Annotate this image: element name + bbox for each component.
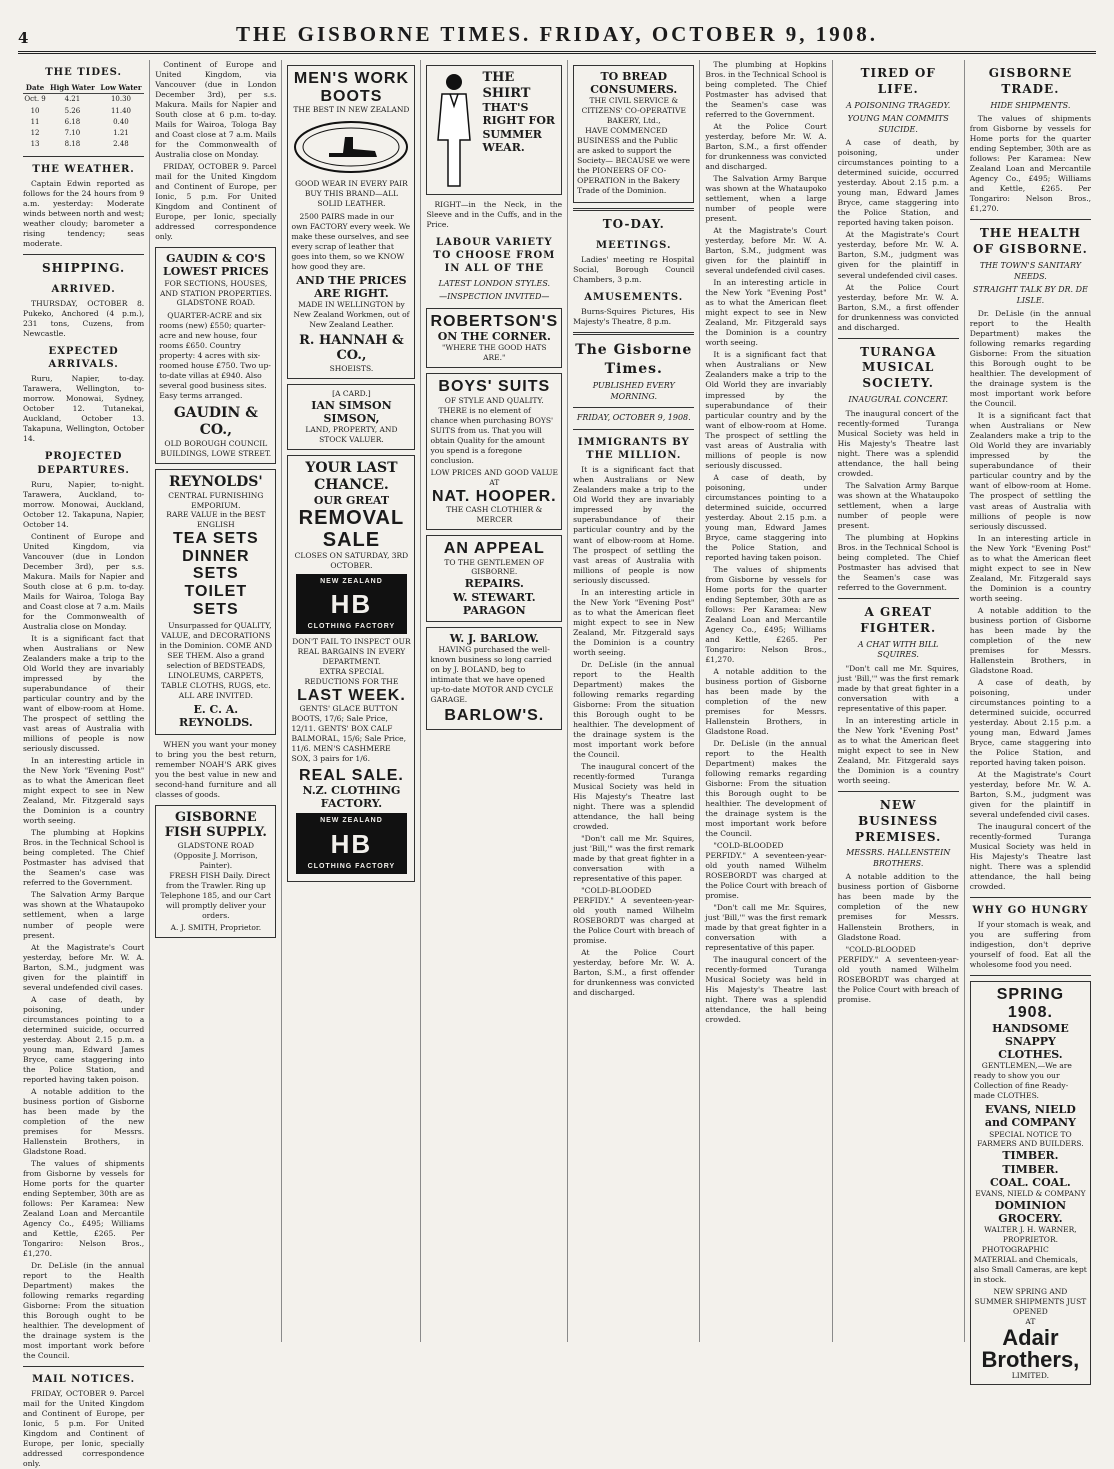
- weather-text: Captain Edwin reported as follows for the 24 hours from 9 a.m. yesterday: Moderate winds between north and west; weather cloudy; barometer a rising tendency; seas moderate.: [23, 178, 145, 248]
- tide-cell: 11: [30, 117, 40, 126]
- reynolds-dinner: DINNER SETS: [182, 547, 250, 583]
- shipping-news: Continent of Europe and United Kingdom, via Vancouver (due in London December 3rd), per s.s. Makura. Mails for Napier and South close at 6 p.m. to-day. Mails for Wairoa, Tologa Bay and Coast close at 7 a.m. Mails for the Commonwealth of Australia close on Monday.: [23, 531, 145, 632]
- shipping-news: It is a significant fact that when Australians or New Zealanders make a trip to the Old World they are invariably impressed by the superabundance of their particular country and by the want of elbow-room at Home. The prospect of settling the vast areas of Australia with millions of people is now seriously discussed.: [23, 634, 145, 754]
- newspaper-title: THE GISBORNE TIMES. FRIDAY, OCTOBER 9, 1908.: [236, 22, 878, 46]
- table-row: [23, 106, 144, 117]
- turanga-text: The inaugural concert of the recently-formed Turanga Musical Society was held in His Majesty's Theatre last night. There was a splendid attendance, the hall being crowded.: [837, 408, 959, 478]
- barlow-body: HAVING purchased the well-known business so long carried on by J. BOLAND, beg to intimate that we have opened up-to-date MOTOR AND CYCLE GARAGE.: [430, 645, 554, 705]
- departures-text: Ruru, Napier, to-night. Tarawera, Auckland, to-morrow. Monowai, Auckland, October 12. Takapuna, Napier, October 14.: [23, 479, 145, 529]
- boys-suits-ad: [426, 373, 562, 530]
- coal: COAL. COAL.: [990, 1175, 1071, 1189]
- fish-ad: [155, 805, 276, 938]
- column-2: [150, 60, 282, 1342]
- hb-band-bottom: CLOTHING FACTORY: [308, 621, 396, 632]
- boots-price: AND THE PRICES ARE RIGHT.: [296, 273, 407, 301]
- trade-heading: GISBORNE TRADE.: [988, 66, 1073, 96]
- health-text: The inaugural concert of the recently-formed Turanga Musical Society was held in His Majesty's Theatre last night. There was a splendid attendance, the hall being crowded.: [969, 821, 1092, 892]
- removal-close: CLOSES ON SATURDAY, 3RD OCTOBER.: [294, 550, 409, 570]
- news-paragraph: "Don't call me Mr. Squires, just 'Bill,'" was the first remark made by that great fighter in a conversation with a representative of this paper.: [705, 903, 827, 953]
- gaudin-co: GAUDIN & CO.,: [173, 405, 258, 439]
- news-paragraph: The plumbing at Hopkins Bros. in the Technical School is being completed. The Chief Postmaster has advised that the Seamen's case was referred to the Government.: [705, 60, 827, 120]
- hungry-heading: WHY GO HUNGRY: [972, 905, 1089, 917]
- page-number: 4: [18, 29, 29, 47]
- tide-cell: 12: [30, 129, 40, 138]
- trade-text: The values of shipments from Gisborne by vessels for Home ports for the quarter ending September, 30th are as follows: Per Karamea: New Zealand Loan and Mercantile Agency Co., £495; Williams and Kettle, £265. Per Tongariro: Nelson Bros., £1,270.: [969, 114, 1092, 214]
- adair-name: Adair Brothers,: [981, 1324, 1080, 1372]
- shipping-news: At the Magistrate's Court yesterday, before Mr. W. A. Barton, S.M., judgment was given for the plaintiff in several undefended civil cases.: [23, 942, 145, 992]
- turanga-sub: INAUGURAL CONCERT.: [848, 395, 949, 405]
- coop-name: THE CIVIL SERVICE & CITIZENS' CO-OPERATIVE BAKERY, Ltd.,: [581, 96, 686, 126]
- spring-heading: SPRING 1908.: [996, 986, 1065, 1021]
- leader-text: The inaugural concert of the recently-formed Turanga Musical Society was held in His Majesty's Theatre last night. There was a splendid attendance, the hall being crowded.: [573, 761, 695, 831]
- premises-text: A notable addition to the business portion of Gisborne has been made by the completion of the new premises for Messrs. Hallenstein Brothers, in Gladstone Road.: [837, 872, 959, 942]
- shirt-heading: THE SHIRT: [482, 70, 531, 101]
- news-paragraph: "COLD-BLOODED PERFIDY." A seventeen-year-old youth named Wilhelm ROSEBORDT was charged at the Police Court with breach of promise.: [705, 841, 827, 901]
- column-4: [421, 60, 568, 1342]
- coop-body: HAVE COMMENCED BUSINESS and the Public are asked to support the Society— BECAUSE we were the PIONEERS OF CO-OPERATION in the Bakery Trade of the Dominion.: [577, 126, 690, 196]
- shipping-news: A case of death, by poisoning, under circumstances pointing to a determined suicide, occurred yesterday. About 2.15 p.m. a young man, Edward James Bryce, came staggering into the Police Station, and reported having taken poison.: [23, 994, 145, 1084]
- shirt-that: THAT'S RIGHT FOR SUMMER WEAR.: [482, 101, 556, 154]
- news-paragraph: The values of shipments from Gisborne by vessels for Home ports for the quarter ending September, 30th are as follows: Per Karamea: New Zealand Loan and Mercantile Agency Co., £495; Williams and Kettle, £265. Per Tongariro: Nelson Bros., £1,270.: [705, 564, 827, 664]
- hb-list: GENTS' GLACE BUTTON BOOTS, 17/6; Sale Price, 12/11. GENTS' BOX CALF BALMORAL, 15/6; Sale Price, 11/6. MEN'S CASHMERE SOX, 3 pairs for 1/6.: [291, 704, 407, 764]
- health-sub2: STRAIGHT TALK BY DR. DE LISLE.: [972, 285, 1088, 305]
- bakery-ad: [573, 65, 694, 203]
- handsome-clothes: HANDSOME SNAPPY CLOTHES.: [992, 1021, 1069, 1061]
- leader-heading: IMMIGRANTS BY THE MILLION.: [577, 437, 690, 462]
- mails-text: FRIDAY, OCTOBER 9. Parcel mail for the United Kingdom and Continent of Europe, per Ionic, 5 p.m. For United Kingdom and Continent of Europe, per Ionic, specially addressed correspondence only.: [23, 1389, 145, 1469]
- gentlemen-text: GENTLEMEN,—We are ready to show you our Collection of fine Ready-made CLOTHES.: [973, 1061, 1072, 1101]
- tide-cell: 5.26: [64, 106, 81, 115]
- news-paragraph: At the Police Court yesterday, before Mr. W. A. Barton, S.M., a first offender for drunkenness was convicted and discharged.: [705, 122, 827, 172]
- warner: WALTER J. H. WARNER, PROPRIETOR.: [984, 1225, 1077, 1245]
- reynolds-name: E. C. A. REYNOLDS.: [178, 703, 253, 730]
- health-sub: THE TOWN'S SANITARY NEEDS.: [979, 261, 1081, 281]
- shirt-ad: [426, 65, 562, 195]
- robertson-name: ROBERTSON'S: [430, 312, 559, 330]
- health-text: A case of death, by poisoning, under circumstances pointing to a determined suicide, occurred yesterday. About 2.15 p.m. a young man, Edward James Bryce, came staggering into the Police Station, and reported having taken poison.: [969, 677, 1092, 767]
- tide-cell: 8.18: [64, 140, 81, 149]
- mails-continued: Continent of Europe and United Kingdom, via Vancouver (due in London December 3rd), per s.s. Makura. Mails for Napier and South close at 6 p.m. to-day. Mails for Wairoa, Tologa Bay and Coast close at 7 a.m. Mails for the Commonwealth of Australia close on Monday.: [155, 60, 277, 160]
- gaudin-road: GLADSTONE ROAD.: [176, 298, 256, 308]
- mails-continued: FRIDAY, OCTOBER 9. Parcel mail for the United Kingdom and Continent of Europe, per Ionic, 5 p.m. For United Kingdom and Continent of Europe, per Ionic, specially addressed correspondence only.: [155, 162, 277, 242]
- hooper-sub: THE CASH CLOTHIER & MERCER: [446, 505, 543, 525]
- boys-suits: BOYS' SUITS: [438, 378, 551, 396]
- hannah-sub: SHOEISTS.: [329, 364, 374, 374]
- hb-band-top: NEW ZEALAND: [308, 815, 396, 826]
- inspection-invited: —INSPECTION INVITED—: [439, 292, 550, 302]
- hannah-name: R. HANNAH & CO.,: [299, 332, 404, 364]
- tide-cell: Oct. 9: [24, 95, 46, 104]
- tide-cell: 10.30: [110, 95, 131, 104]
- fighter-heading: A GREAT FIGHTER.: [860, 604, 937, 635]
- reynolds-ad: [155, 469, 276, 735]
- new-spring: NEW SPRING AND SUMMER SHIPMENTS JUST OPENED: [974, 1287, 1087, 1316]
- leader-text: Dr. DeLisle (in the annual report to the Health Department) makes the following remarks regarding Gisborne: From the situation this Borough ought to be healthier. The development of the drainage system is the most important work before the Council.: [573, 659, 695, 759]
- turanga-text: The plumbing at Hopkins Bros. in the Technical School is being completed. The Chief Postmaster has advised that the Seamen's case was referred to the Government.: [837, 532, 959, 592]
- tide-cell: 10: [30, 106, 40, 115]
- gaudin-ad: [155, 247, 276, 464]
- news-paragraph: A notable addition to the business portion of Gisborne has been made by the completion of the new premises for Messrs. Hallenstein Brothers, in Gladstone Road.: [705, 666, 827, 737]
- tide-header: High Water: [47, 82, 98, 94]
- reynolds-sub: CENTRAL FURNISHING EMPORIUM.: [168, 490, 264, 510]
- meetings-heading: MEETINGS.: [596, 239, 672, 251]
- barlow-name: W. J. BARLOW.: [449, 631, 539, 645]
- health-text: In an interesting article in the New York "Evening Post" as to what the American fleet might expect to see in New Zealand, Mr. Fitzgerald says the Dominion is a country worth seeing.: [969, 533, 1092, 603]
- reynolds-body: Unsurpassed for QUALITY, VALUE, and DECORATIONS in the Dominion. COME AND SEE THEM. Also a grand selection of BEDSTEADS, LINOLEUMS, CARPETS, TABLE CLOTHS, RUGS, etc. ALL ARE INVITED.: [159, 621, 273, 701]
- appeal-ad: [426, 535, 562, 622]
- appeal-sub: TO THE GENTLEMEN OF GISBORNE.: [444, 557, 545, 577]
- adair-at: AT: [1025, 1316, 1036, 1326]
- boys-body: THERE is no element of chance when purchasing BOYS' SUITS from us. That you will obtain Quality for the amount you spend is a foregone conclusion.: [430, 405, 554, 465]
- simson-sub: LAND, PROPERTY, AND STOCK VALUER.: [305, 425, 398, 445]
- tide-cell: 13: [30, 140, 40, 149]
- shirt-man-icon: [430, 70, 478, 190]
- dominion-grocery: DOMINION GROCERY.: [994, 1198, 1067, 1225]
- tide-cell: 1.21: [113, 129, 129, 138]
- column-6: [700, 60, 832, 1342]
- tired-text: At the Magistrate's Court yesterday, before Mr. W. A. Barton, S.M., judgment was given for the plaintiff in several undefended civil cases.: [837, 230, 959, 280]
- times-title: The Gisborne Times.: [575, 342, 693, 377]
- shipping-news: A notable addition to the business portion of Gisborne has been made by the completion of the new premises for Messrs. Hallenstein Brothers, in Gladstone Road.: [23, 1086, 145, 1156]
- gaudin-for: FOR SECTIONS, HOUSES, AND STATION PROPERTIES.: [159, 278, 272, 298]
- fighter-text: "Don't call me Mr. Squires, just 'Bill,'" was the first remark made by that great fighter in a conversation with a representative of this paper.: [837, 663, 959, 713]
- gaudin-co-sub: OLD BOROUGH COUNCIL BUILDINGS, LOWE STREET.: [160, 439, 272, 458]
- arrived-text: THURSDAY, OCTOBER 8. Pukeko, Anchored (4 p.m.), 231 tons, Cuzens, from Newcastle.: [23, 298, 145, 338]
- health-text: It is a significant fact that when Australians or New Zealanders make a trip to the Old World they are invariably impressed by the superabundance of their particular country and by the want of elbow-room at Home. The prospect of settling the vast areas of Australia with millions of people is now seriously discussed.: [969, 411, 1092, 531]
- news-paragraph: The inaugural concert of the recently-formed Turanga Musical Society was held in His Majesty's Theatre last night. There was a splendid attendance, the hall being crowded.: [705, 955, 827, 1025]
- shirt-body: RIGHT—in the Neck, in the Sleeve and in the Cuffs, and in the Price.: [426, 200, 563, 230]
- hooper-name: NAT. HOOPER.: [431, 487, 557, 505]
- tired-sub: A POISONING TRAGEDY.: [846, 100, 951, 110]
- goodwear-seal-icon: [291, 119, 411, 175]
- expected-heading: EXPECTED ARRIVALS.: [48, 345, 119, 371]
- bread-heading: TO BREAD CONSUMERS.: [590, 70, 678, 97]
- leader-text: In an interesting article in the New York "Evening Post" as to what the American fleet might expect to see in New Zealand, Mr. Fitzgerald says the Dominion is a country worth seeing.: [573, 587, 695, 657]
- hb-letters: HB: [330, 828, 373, 859]
- expected-text: Ruru, Napier, to-day. Tarawera, Wellington, to-morrow. Monowai, Sydney, October 12. Tutanekai, Auckland, October 13. Takapuna, Wellington, October 14.: [23, 374, 145, 444]
- premises-heading: NEW BUSINESS PREMISES.: [855, 797, 942, 844]
- fish-sub: GLADSTONE ROAD (Opposite J. Morrison, Painter).: [173, 840, 258, 870]
- column-5: [568, 60, 700, 1342]
- amusements-text: Burns-Squires Pictures, His Majesty's Theatre, 8 p.m.: [573, 307, 695, 327]
- turanga-text: The Salvation Army Barque was shown at the Whataupoko settlement, when a large number of people were present.: [837, 480, 959, 530]
- evans-name: EVANS, NIELD and COMPANY: [984, 1103, 1076, 1130]
- news-paragraph: A case of death, by poisoning, under circumstances pointing to a determined suicide, occurred yesterday. About 2.15 p.m. a young man, Edward James Bryce, came staggering into the Police Station, and reported having taken poison.: [705, 472, 827, 562]
- repairs: REPAIRS.: [464, 577, 524, 591]
- news-paragraph: Dr. DeLisle (in the annual report to the Health Department) makes the following remarks regarding Gisborne: From the situation this Borough ought to be healthier. The development of the drainage system is the most important work before the Council.: [705, 739, 827, 839]
- photo-text: PHOTOGRAPHIC MATERIAL and Chemicals, also Small Cameras, are kept in stock.: [973, 1244, 1087, 1284]
- premises-text: "COLD-BLOODED PERFIDY." A seventeen-year-old youth named Wilhelm ROSEBORDT was charged at the Police Court with breach of promise.: [837, 944, 959, 1004]
- labour-variety: LABOUR VARIETY TO CHOOSE FROM IN ALL OF THE: [433, 237, 556, 275]
- simson-card: [287, 384, 415, 450]
- reynolds-heading: REYNOLDS': [168, 473, 263, 490]
- fighter-sub: A CHAT WITH BILL SQUIRES.: [857, 639, 939, 660]
- arrived-heading: ARRIVED.: [51, 283, 116, 295]
- leader-text: At the Police Court yesterday, before Mr. W. A. Barton, S.M., a first offender for drunkenness was convicted and discharged.: [573, 948, 695, 998]
- trade-sub: HIDE SHIPMENTS.: [990, 100, 1071, 110]
- news-paragraph: At the Magistrate's Court yesterday, before Mr. W. A. Barton, S.M., judgment was given for the plaintiff in several undefended civil cases.: [705, 226, 827, 276]
- hb-inspect: DON'T FAIL TO INSPECT OUR REAL BARGAINS IN EVERY DEPARTMENT.: [292, 637, 411, 667]
- hb-logo: [296, 574, 408, 635]
- shipping-news: The Salvation Army Barque was shown at the Whataupoko settlement, when a large number of people were present.: [23, 890, 145, 940]
- tides-table: [23, 82, 144, 150]
- mails-heading: MAIL NOTICES.: [32, 1374, 136, 1386]
- health-text: Dr. DeLisle (in the annual report to the Health Department) makes the following remarks regarding Gisborne: From the situation this Borough ought to be healthier. The development of the drainage system is the most important work before the Council.: [969, 309, 1092, 409]
- hb-last-week: LAST WEEK.: [297, 686, 406, 704]
- paragon: W. STEWART. PARAGON: [453, 590, 536, 617]
- tide-cell: 6.18: [64, 117, 81, 126]
- removal-heading: REMOVAL SALE: [298, 506, 405, 551]
- boots-sub: THE BEST IN NEW ZEALAND: [293, 105, 410, 115]
- fish-heading: GISBORNE FISH SUPPLY.: [164, 809, 267, 841]
- hb-extra: EXTRA SPECIAL REDUCTIONS FOR THE: [304, 667, 399, 686]
- masthead: [18, 14, 1096, 54]
- tides-heading: THE TIDES.: [45, 67, 122, 78]
- news-paragraph: It is a significant fact that when Australians or New Zealanders make a trip to the Old World they are invariably impressed by the superabundance of their particular country and by the want of elbow-room at Home. The prospect of settling the vast areas of Australia with millions of people is now seriously discussed.: [705, 350, 827, 470]
- tired-text: A case of death, by poisoning, under circumstances pointing to a determined suicide, occurred yesterday. About 2.15 p.m. a young man, Edward James Bryce, came staggering into the Police Station, and reported having taken poison.: [837, 138, 959, 228]
- fish-proprietor: A. J. SMITH, Proprietor.: [170, 922, 262, 932]
- boots-ad: [287, 65, 415, 379]
- tide-header: Low Water: [98, 82, 145, 94]
- hb-logo-2: [296, 813, 408, 874]
- amusements-heading: AMUSEMENTS.: [584, 292, 684, 304]
- weather-heading: THE WEATHER.: [32, 163, 135, 175]
- table-row: [23, 139, 144, 150]
- news-paragraph: In an interesting article in the New York "Evening Post" as to what the American fleet might expect to see in New Zealand, Mr. Fitzgerald says the Dominion is a country worth seeing.: [705, 278, 827, 348]
- simson-name: IAN SIMSON SIMSON,: [311, 398, 392, 426]
- column-7: [833, 60, 965, 1342]
- tide-cell: 2.48: [113, 140, 129, 149]
- shipping-news: The plumbing at Hopkins Bros. in the Technical School is being completed. The Chief Postmaster has advised that the Seamen's case was referred to the Government.: [23, 828, 145, 888]
- hungry-text: If your stomach is weak, and you are suffering from indigestion, don't deprive yourself of food. Eat all the wholesome food you need.: [969, 920, 1092, 970]
- corner-sub: "WHERE THE GOOD HATS ARE.": [442, 343, 547, 363]
- tide-cell: 4.21: [64, 95, 81, 104]
- boots-made: MADE IN WELLINGTON by New Zealand Workmen, out of New Zealand Leather.: [293, 300, 410, 329]
- reynolds-toilet: TOILET SETS: [184, 582, 248, 618]
- table-row: [23, 128, 144, 139]
- boys-sub: OF STYLE AND QUALITY.: [444, 395, 544, 405]
- property-listings: QUARTER-ACRE and six rooms (new) £550; quarter-acre and new house, four rooms £650. Country property: 4 acres with six-roomed house £750. Two up-to-date villas at £940. Also several good business sites. Easy terms arranged.: [159, 311, 271, 401]
- evans-notice: SPECIAL NOTICE TO FARMERS AND BUILDERS.: [977, 1129, 1084, 1149]
- boots-heading: MEN'S WORK BOOTS: [293, 70, 409, 105]
- hb-letters: HB: [330, 588, 373, 619]
- health-text: A notable addition to the business portion of Gisborne has been made by the completion of the new premises for Messrs. Hallenstein Brothers, in Gladstone Road.: [969, 605, 1092, 675]
- health-text: At the Magistrate's Court yesterday, before Mr. W. A. Barton, S.M., judgment was given for the plaintiff in several undefended civil cases.: [969, 769, 1092, 819]
- boots-body: 2500 PAIRS made in our own FACTORY every week. We make these ourselves, and see every scrap of leather that goes into them, so we KNOW how good they are.: [291, 211, 411, 271]
- health-heading: THE HEALTH OF GISBORNE.: [973, 226, 1088, 257]
- departures-heading: PROJECTED DEPARTURES.: [37, 451, 130, 476]
- shipping-news: Dr. DeLisle (in the annual report to the Health Department) makes the following remarks regarding Gisborne: From the situation this Borough ought to be healthier. The development of the drainage system is the most important work before the Council.: [23, 1261, 145, 1361]
- gaudin-name: GAUDIN & CO'S: [166, 252, 266, 266]
- tide-cell: 7.10: [64, 129, 81, 138]
- evans-name-2: EVANS, NIELD & COMPANY: [975, 1188, 1086, 1198]
- reynolds-tea: TEA SETS: [173, 530, 259, 548]
- removal-sale-ad: [287, 455, 415, 882]
- today-heading: TO-DAY.: [602, 217, 665, 232]
- columns: [18, 60, 1096, 1469]
- table-row: [23, 94, 144, 106]
- boots-buy: BUY THIS BRAND—ALL SOLID LEATHER.: [304, 188, 399, 208]
- leader-text: "COLD-BLOODED PERFIDY." A seventeen-year-old youth named Wilhelm ROSEBORDT was charged at the Police Court with breach of promise.: [573, 886, 695, 946]
- published-line: PUBLISHED EVERY MORNING.: [592, 381, 675, 401]
- meetings-text: Ladies' meeting re Hospital Social, Borough Council Chambers, 3 p.m.: [573, 255, 695, 285]
- tired-text: At the Police Court yesterday, before Mr. W. A. Barton, S.M., a first offender for drunkenness was convicted and discharged.: [837, 282, 959, 332]
- tired-heading: TIRED OF LIFE.: [860, 66, 936, 96]
- shipping-heading: SHIPPING.: [41, 260, 126, 275]
- noahs-ark-text: WHEN you want your money to bring you the best return, remember NOAH'S ARK gives you the best value in new and second-hand furniture and all classes of goods.: [155, 739, 277, 799]
- date-line: FRIDAY, OCTOBER 9, 1908.: [576, 413, 691, 423]
- tide-cell: 0.40: [113, 117, 129, 126]
- spring-ad: [970, 981, 1091, 1385]
- appeal-heading: AN APPEAL: [443, 540, 545, 557]
- goodwear-label: GOOD WEAR IN EVERY PAIR: [295, 179, 408, 189]
- leader-text: It is a significant fact that when Australians or New Zealanders make a trip to the Old World they are invariably impressed by the superabundance of their particular country and by the want of elbow-room at Home. The prospect of settling the vast areas of Australia with millions of people is now seriously discussed.: [573, 465, 695, 585]
- removal-our: OUR GREAT: [313, 493, 390, 507]
- tired-sub2: YOUNG MAN COMMITS SUICIDE.: [847, 114, 949, 134]
- timber: TIMBER. TIMBER.: [1002, 1149, 1059, 1176]
- shipping-news: In an interesting article in the New York "Evening Post" as to what the American fleet might expect to see in New Zealand, Mr. Fitzgerald says the Dominion is a country worth seeing.: [23, 756, 145, 826]
- premises-sub: MESSRS. HALLENSTEIN BROTHERS.: [846, 848, 951, 868]
- tide-header: Date: [23, 82, 47, 94]
- adair-limited: LIMITED.: [1011, 1370, 1049, 1380]
- labour-sub: LATEST LONDON STYLES.: [438, 278, 551, 288]
- tide-cell: 11.40: [110, 106, 131, 115]
- turanga-heading: TURANGA MUSICAL SOCIETY.: [860, 344, 937, 391]
- leader-text: "Don't call me Mr. Squires, just 'Bill,'" was the first remark made by that great fighter in a conversation with a representative of this paper.: [573, 833, 695, 884]
- barlow-ad: [426, 627, 562, 730]
- real-sale: REAL SALE.: [299, 766, 404, 784]
- hb-band-top: NEW ZEALAND: [308, 576, 396, 587]
- table-row: [23, 117, 144, 128]
- low-prices: LOW PRICES AND GOOD VALUE AT: [430, 467, 558, 487]
- column-1: [18, 60, 150, 1469]
- column-3: [282, 60, 421, 1342]
- fish-text: FRESH FISH Daily. Direct from the Trawler. Ring up Telephone 185, and our Cart will promptly deliver your orders.: [160, 870, 272, 920]
- column-8: [965, 60, 1096, 1380]
- barlows: BARLOW'S.: [444, 707, 545, 725]
- robertson-ad: [426, 308, 562, 369]
- last-chance: YOUR LAST CHANCE.: [305, 460, 398, 493]
- simson-card-label: [A CARD.]: [332, 388, 371, 398]
- reynolds-rare: RARE VALUE in the BEST ENGLISH: [166, 510, 266, 530]
- gaudin-lowest: LOWEST PRICES: [163, 265, 269, 279]
- shipping-news: The values of shipments from Gisborne by vessels for Home ports for the quarter ending September, 30th are as follows: Per Karamea: New Zealand Loan and Mercantile Agency Co., £495; Williams and Kettle, £265. Per Tongariro: Nelson Bros., £1,270.: [23, 1158, 145, 1258]
- news-paragraph: The Salvation Army Barque was shown at the Whataupoko settlement, when a large number of people were present.: [705, 174, 827, 224]
- nz-factory: N.Z. CLOTHING FACTORY.: [302, 784, 401, 811]
- corner: ON THE CORNER.: [437, 330, 551, 344]
- fighter-text: In an interesting article in the New York "Evening Post" as to what the American fleet might expect to see in New Zealand, Mr. Fitzgerald says the Dominion is a country worth seeing.: [837, 715, 959, 785]
- hb-band-bottom: CLOTHING FACTORY: [308, 861, 396, 872]
